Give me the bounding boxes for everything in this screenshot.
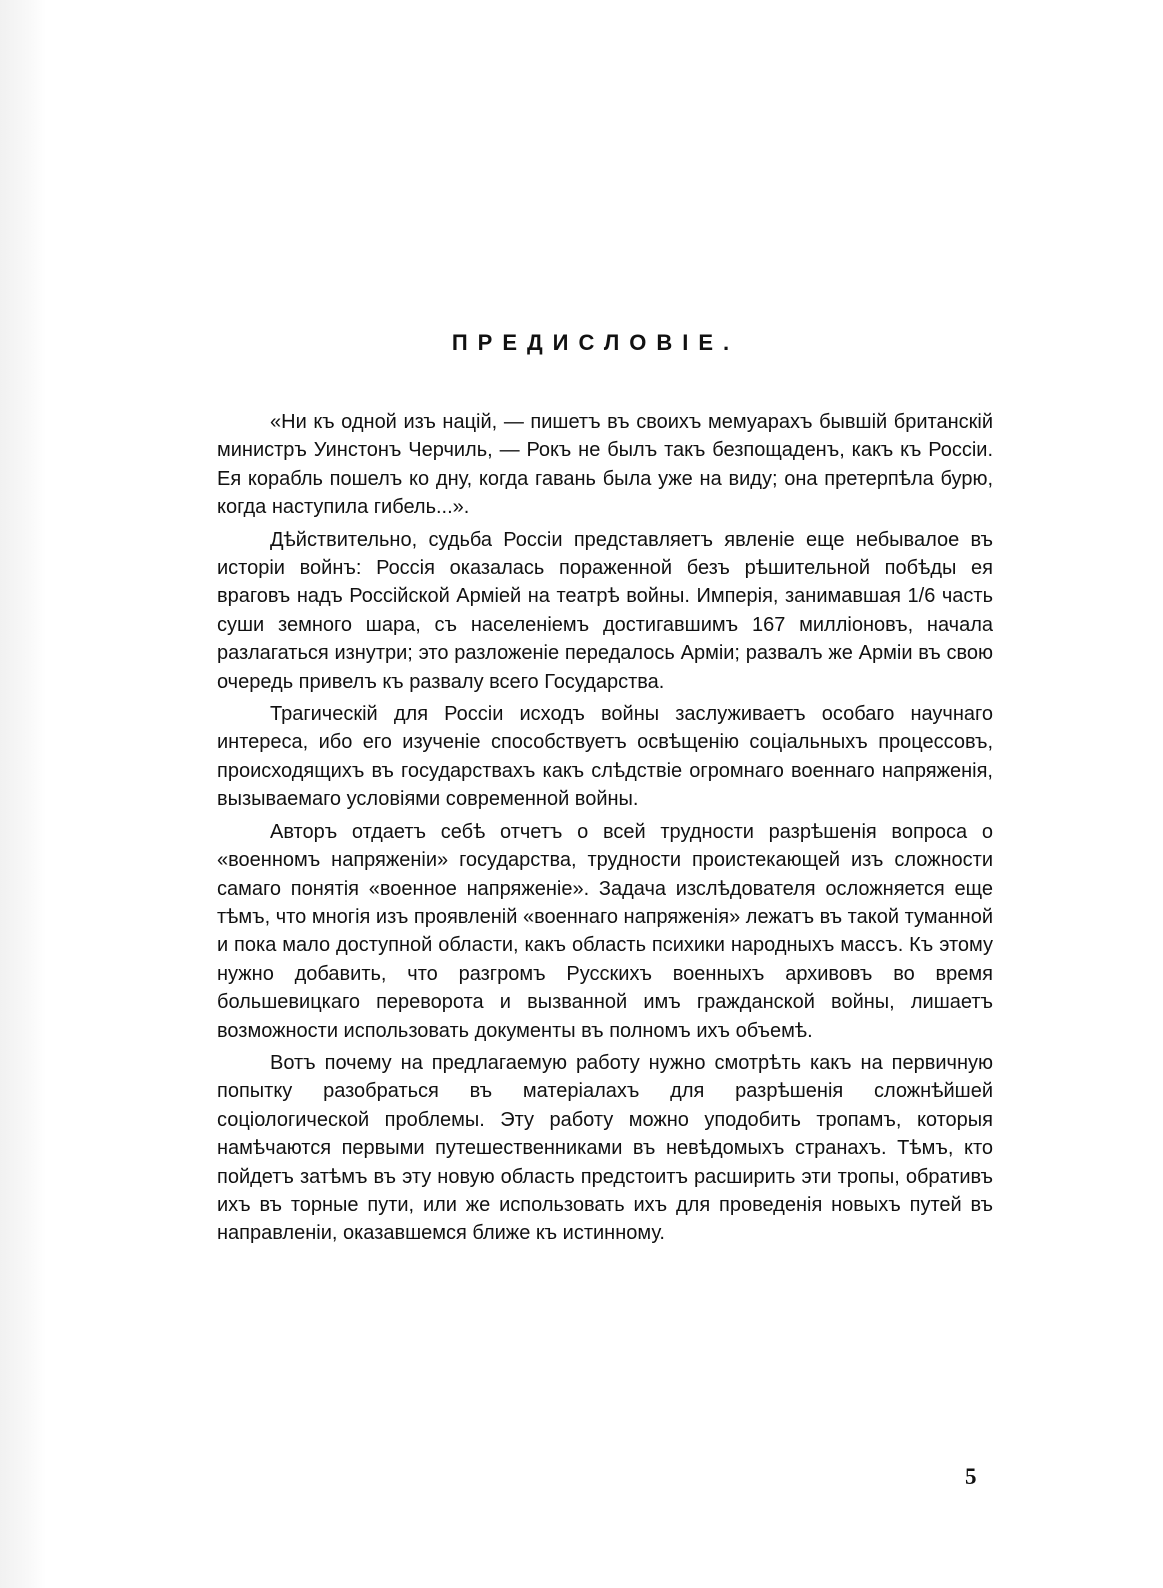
paragraph-first-attempt: Вотъ почему на предлагаемую работу нужно смотрѣть какъ на первичную попытку разобраться въ матеріалахъ для разрѣшенія сложнѣйшей соціологической проблемы. Эту работу можно уподобить тропамъ, которыя намѣчаются первыми путешественниками въ невѣдомыхъ странахъ. Тѣмъ, кто пойдетъ затѣмъ въ эту новую область предстоитъ расширить эти тропы, обративъ ихъ въ торные пути, или же использовать ихъ для проведенія новыхъ путей въ направленіи, оказавшемся ближе къ истинному. — [217, 1051, 993, 1245]
page-number: 5 — [965, 1464, 977, 1489]
paragraph-tragic-outcome: Трагическій для Россіи исходъ войны заслуживаетъ особаго научнаго интереса, ибо его изученіе способствуетъ освѣщенію соціальныхъ процессовъ, происходящихъ въ государствахъ какъ слѣдствіе огромнаго военнаго напряженія, вызываемаго условіями современной войны. — [217, 703, 993, 811]
preface-body — [217, 408, 993, 1252]
paragraph-russia-fate: Дѣйствительно, судьба Россіи представляетъ явленіе еще небывалое въ исторіи войнъ: Россія оказалась пораженной безъ рѣшительной побѣды ея враговъ надъ Россійской Арміей на театрѣ войны. Имперія, занимавшая 1/6 часть суши земного шара, съ населеніемъ достигавшимъ 167 милліоновъ, начала разлагаться изнутри; это разложеніе передалось Арміи; развалъ же Арміи въ свою очередь привелъ къ развалу всего Государства. — [217, 528, 993, 693]
page-title: ПРЕДИСЛОВІЕ. — [451, 330, 740, 355]
paragraph-author-difficulty: Авторъ отдаетъ себѣ отчетъ о всей трудности разрѣшенія вопроса о «военномъ напряженіи» государства, трудности проистекающей изъ сложности самаго понятія «военное напряженіе». Задача изслѣдователя осложняется еще тѣмъ, что многія изъ проявленій «военнаго напряженія» лежатъ въ такой туманной и пока мало доступной области, какъ область психики народныхъ массъ. Къ этому нужно добавить, что разгромъ Русскихъ военныхъ архивовъ во время большевицкаго переворота и вызванной имъ гражданской войны, лишаетъ возможности использовать документы въ полномъ ихъ объемѣ. — [217, 820, 993, 1042]
paragraph-churchill-quote: «Ни къ одной изъ націй, — пишетъ въ своихъ мемуарахъ бывшій британскій министръ Уинстонъ Черчиль, — Рокъ не былъ такъ безпощаденъ, какъ къ Россіи. Ея корабль пошелъ ко дну, когда гавань была уже на виду; она претерпѣла бурю, когда наступила гибель...». — [217, 411, 993, 519]
